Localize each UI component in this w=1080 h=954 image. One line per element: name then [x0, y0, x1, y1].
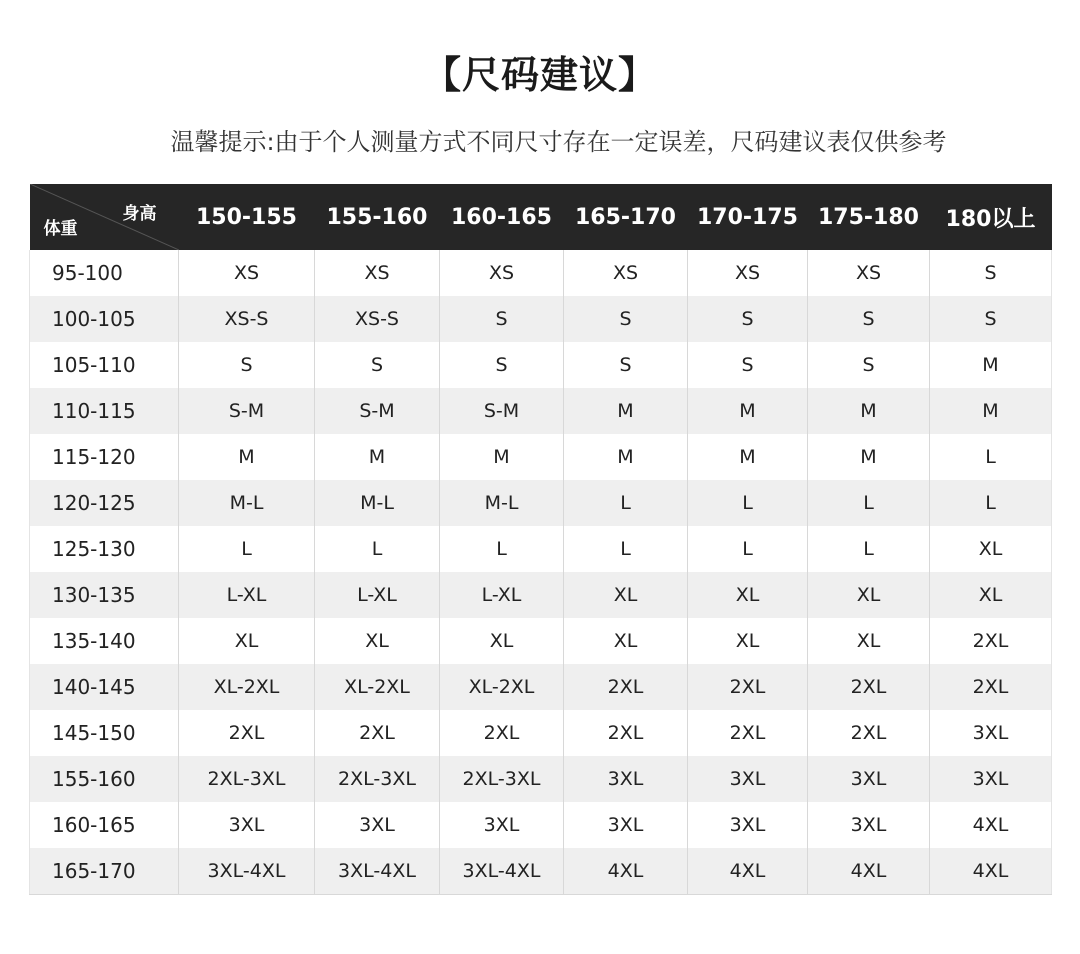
size-cell: L: [179, 526, 315, 572]
table-row: [30, 756, 1052, 802]
size-cell: XL: [688, 572, 808, 618]
size-cell: 2XL: [564, 710, 688, 756]
weight-cell: 115-120: [30, 434, 179, 480]
size-cell: XS: [688, 250, 808, 296]
table-row: [30, 618, 1052, 664]
size-cell: S: [808, 296, 930, 342]
size-cell: 3XL: [179, 802, 315, 848]
size-cell: 2XL: [808, 710, 930, 756]
size-cell: 2XL: [688, 710, 808, 756]
weight-cell: 165-170: [30, 848, 179, 894]
height-header: 150-155: [196, 204, 297, 230]
size-cell: S-M: [440, 388, 564, 434]
size-cell: 2XL: [930, 664, 1052, 710]
size-cell: XS: [440, 250, 564, 296]
size-cell: M: [315, 434, 440, 480]
size-cell: L: [688, 526, 808, 572]
size-cell: 4XL: [930, 848, 1052, 894]
size-cell: XL: [808, 572, 930, 618]
size-cell: XL: [564, 572, 688, 618]
size-cell: S: [440, 296, 564, 342]
page-title: 【尺码建议】: [422, 53, 657, 97]
size-cell: XL-2XL: [179, 664, 315, 710]
size-cell: S: [440, 342, 564, 388]
size-cell: S: [564, 296, 688, 342]
size-cell: 3XL: [564, 756, 688, 802]
table-row: [30, 296, 1052, 342]
size-chart-table: [29, 184, 1052, 895]
size-cell: 2XL: [179, 710, 315, 756]
size-tip: 温馨提示:由于个人测量方式不同尺寸存在一定误差，尺码建议表仅供参考: [170, 128, 947, 156]
size-cell: M: [179, 434, 315, 480]
size-cell: XL: [440, 618, 564, 664]
size-cell: XS: [564, 250, 688, 296]
weight-axis-label: 体重: [43, 219, 78, 239]
size-cell: L: [688, 480, 808, 526]
size-cell: 3XL: [315, 802, 440, 848]
size-cell: L: [808, 480, 930, 526]
size-cell: XS: [315, 250, 440, 296]
size-cell: 2XL: [930, 618, 1052, 664]
weight-cell: 120-125: [30, 480, 179, 526]
size-cell: S: [688, 296, 808, 342]
size-cell: S-M: [179, 388, 315, 434]
height-axis-label: 身高: [122, 204, 157, 224]
size-cell: L: [440, 526, 564, 572]
size-cell: M: [688, 434, 808, 480]
size-cell: 3XL: [688, 802, 808, 848]
size-cell: S: [930, 250, 1052, 296]
table-row: [30, 342, 1052, 388]
weight-cell: 145-150: [30, 710, 179, 756]
size-cell: XL: [564, 618, 688, 664]
table-row: [30, 434, 1052, 480]
size-cell: M-L: [315, 480, 440, 526]
table-row: [30, 526, 1052, 572]
size-cell: 3XL: [564, 802, 688, 848]
size-cell: 2XL: [564, 664, 688, 710]
size-cell: 3XL: [808, 802, 930, 848]
size-cell: XL: [688, 618, 808, 664]
size-cell: XL: [179, 618, 315, 664]
size-cell: M-L: [440, 480, 564, 526]
size-cell: XL: [315, 618, 440, 664]
size-cell: L-XL: [179, 572, 315, 618]
size-cell: 2XL-3XL: [179, 756, 315, 802]
size-cell: L-XL: [440, 572, 564, 618]
size-cell: M: [808, 434, 930, 480]
weight-cell: 125-130: [30, 526, 179, 572]
size-cell: 4XL: [564, 848, 688, 894]
size-cell: M: [808, 388, 930, 434]
size-cell: M: [930, 342, 1052, 388]
size-cell: M: [564, 388, 688, 434]
header-row: [30, 184, 1052, 250]
size-cell: M: [688, 388, 808, 434]
size-cell: 2XL-3XL: [315, 756, 440, 802]
table-row: [30, 710, 1052, 756]
size-table-body: [30, 250, 1052, 894]
size-cell: XL-2XL: [440, 664, 564, 710]
size-cell: M: [440, 434, 564, 480]
size-cell: 3XL-4XL: [440, 848, 564, 894]
size-cell: XL-2XL: [315, 664, 440, 710]
table-row: [30, 480, 1052, 526]
table-row: [30, 250, 1052, 296]
size-cell: XS: [808, 250, 930, 296]
size-cell: 3XL: [440, 802, 564, 848]
table-row: [30, 572, 1052, 618]
size-cell: 2XL: [808, 664, 930, 710]
weight-cell: 110-115: [30, 388, 179, 434]
table-row: [30, 664, 1052, 710]
size-cell: XS: [179, 250, 315, 296]
weight-cell: 155-160: [30, 756, 179, 802]
size-cell: S: [808, 342, 930, 388]
height-header: 180以上: [945, 206, 1036, 232]
weight-cell: 100-105: [30, 296, 179, 342]
weight-cell: 140-145: [30, 664, 179, 710]
weight-cell: 105-110: [30, 342, 179, 388]
size-cell: 2XL: [440, 710, 564, 756]
size-cell: 3XL: [688, 756, 808, 802]
size-cell: L: [930, 434, 1052, 480]
size-cell: 3XL: [808, 756, 930, 802]
size-cell: S: [688, 342, 808, 388]
size-cell: 4XL: [930, 802, 1052, 848]
table-row: [30, 802, 1052, 848]
size-cell: 4XL: [808, 848, 930, 894]
size-cell: XS-S: [179, 296, 315, 342]
size-cell: 3XL: [930, 756, 1052, 802]
table-row: [30, 388, 1052, 434]
height-header: 155-160: [326, 204, 428, 230]
size-cell: L: [564, 480, 688, 526]
size-cell: S: [315, 342, 440, 388]
size-cell: L: [808, 526, 930, 572]
corner-cell: [30, 184, 179, 250]
height-header: 165-170: [575, 204, 676, 230]
size-cell: S-M: [315, 388, 440, 434]
size-cell: L: [930, 480, 1052, 526]
size-cell: L-XL: [315, 572, 440, 618]
size-cell: 2XL: [688, 664, 808, 710]
size-cell: XS-S: [315, 296, 440, 342]
size-cell: 2XL: [315, 710, 440, 756]
size-cell: 2XL-3XL: [440, 756, 564, 802]
size-cell: M: [930, 388, 1052, 434]
size-cell: L: [315, 526, 440, 572]
size-cell: 3XL: [930, 710, 1052, 756]
weight-cell: 135-140: [30, 618, 179, 664]
weight-cell: 160-165: [30, 802, 179, 848]
size-cell: 3XL-4XL: [315, 848, 440, 894]
size-cell: XL: [930, 526, 1052, 572]
size-cell: XL: [808, 618, 930, 664]
size-cell: S: [179, 342, 315, 388]
weight-cell: 95-100: [30, 250, 179, 296]
size-cell: M: [564, 434, 688, 480]
table-row: [30, 848, 1052, 894]
weight-cell: 130-135: [30, 572, 179, 618]
size-cell: M-L: [179, 480, 315, 526]
size-cell: S: [930, 296, 1052, 342]
height-header: 170-175: [697, 204, 798, 230]
size-cell: L: [564, 526, 688, 572]
size-cell: 4XL: [688, 848, 808, 894]
size-cell: XL: [930, 572, 1052, 618]
height-header: 175-180: [818, 204, 919, 230]
size-cell: 3XL-4XL: [179, 848, 315, 894]
height-header: 160-165: [451, 204, 552, 230]
size-cell: S: [564, 342, 688, 388]
